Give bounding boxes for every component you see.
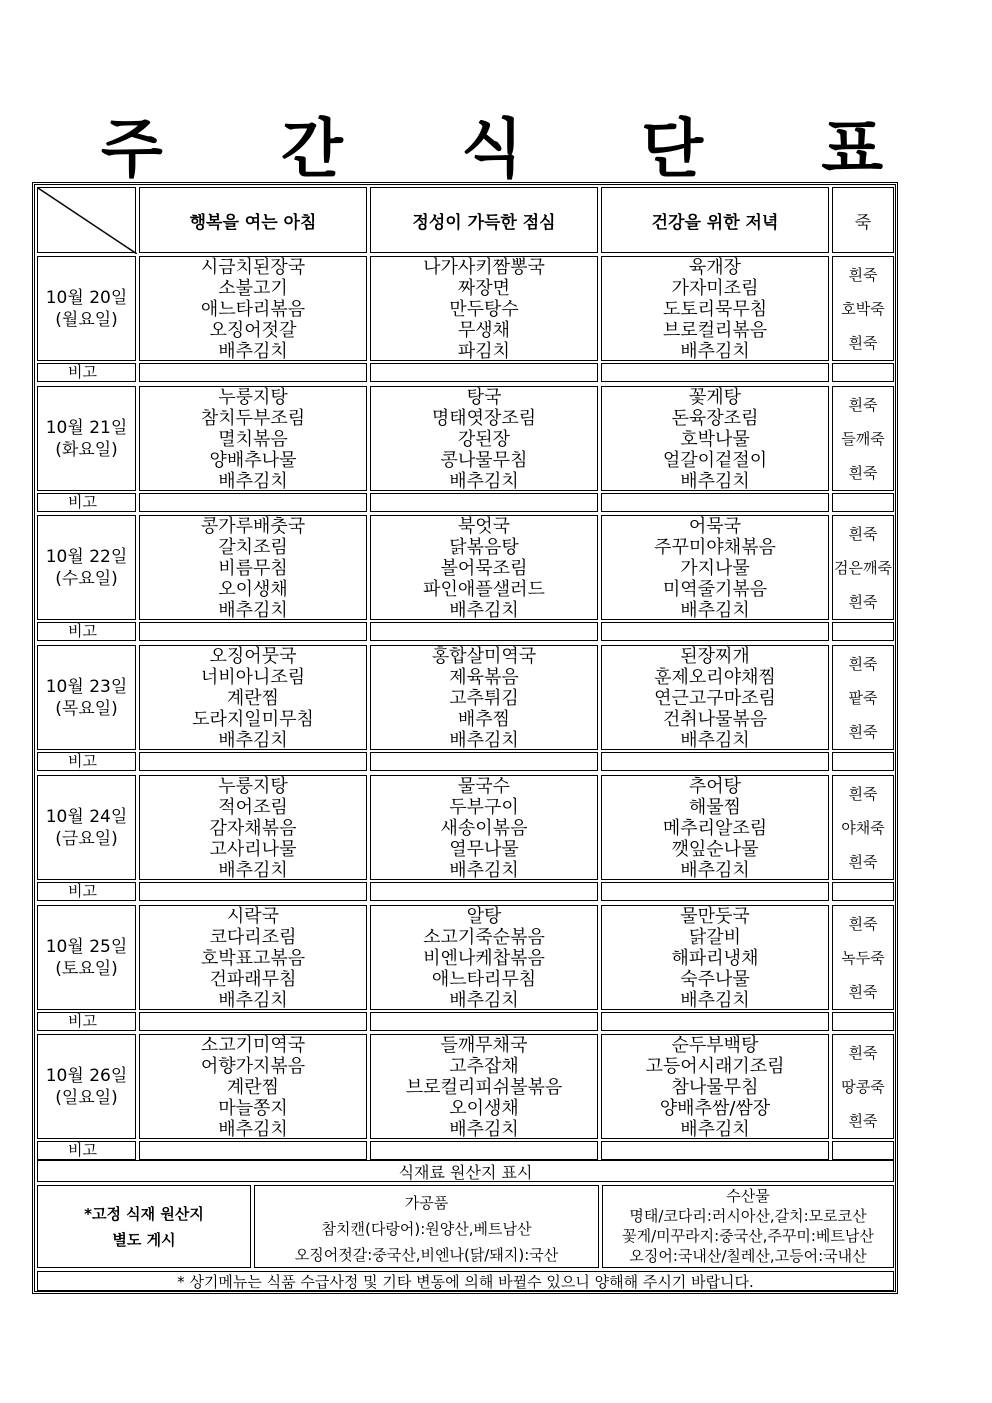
note-cell: [370, 363, 598, 382]
menu-item: 참나물무침: [671, 1077, 759, 1098]
note-label: 비고: [37, 752, 136, 771]
menu-item: 콩나물무침: [440, 450, 528, 471]
day-weekday: (금요일): [55, 828, 118, 849]
page-title: 주 간 식 단 표: [100, 113, 932, 187]
menu-item: 배추김치: [680, 860, 750, 881]
menu-table: [32, 182, 898, 1294]
menu-item: 육개장: [688, 257, 742, 278]
menu-item: 해파리냉채: [671, 948, 759, 969]
porridge-item: 호박죽: [841, 299, 885, 318]
menu-item: 건취나물볶음: [662, 709, 768, 730]
menu-item: 열무나물: [449, 839, 519, 860]
menu-item: 배추김치: [680, 600, 750, 621]
note-cell: [139, 882, 367, 901]
menu-item: 소고기미역국: [200, 1035, 306, 1056]
menu-item: 배추김치: [449, 471, 519, 492]
note-cell: [832, 493, 894, 512]
note-cell: [832, 1141, 894, 1160]
menu-item: 명태엿장조림: [431, 408, 537, 429]
menu-item: 배추김치: [218, 341, 288, 362]
menu-item: 물만둣국: [680, 906, 750, 927]
menu-item: 계란찜: [226, 688, 280, 709]
note-cell: [370, 1012, 598, 1031]
note-cell: [139, 752, 367, 771]
day-lunch-cell: [370, 256, 598, 361]
menu-item: 오징어뭇국: [209, 646, 297, 667]
menu-item: 비엔나케찹볶음: [423, 948, 545, 969]
day-porridge-cell: [832, 905, 894, 1010]
day-weekday: (월요일): [55, 309, 118, 330]
note-cell: [370, 752, 598, 771]
note-label: 비고: [37, 622, 136, 641]
day-date: 10월 25일: [45, 936, 128, 957]
note-cell: [601, 882, 829, 901]
menu-item: 비름무침: [218, 558, 288, 579]
menu-item: 들깨무채국: [440, 1035, 528, 1056]
menu-item: 물국수: [457, 776, 511, 797]
header-diagonal-cell: [37, 187, 136, 253]
menu-item: 호박나물: [680, 429, 750, 450]
menu-item: 시락국: [226, 906, 280, 927]
diagonal-line: [38, 188, 137, 254]
menu-item: 강된장: [457, 429, 511, 450]
porridge-item: 팥죽: [848, 688, 878, 707]
menu-item: 고등어시래기조림: [645, 1056, 785, 1077]
note-cell: [139, 622, 367, 641]
menu-item: 나가사키짬뽕국: [423, 257, 545, 278]
day-date-cell: [37, 386, 136, 491]
menu-item: 감자채볶음: [209, 818, 297, 839]
menu-item: 고사리나물: [209, 839, 297, 860]
menu-item: 배추김치: [449, 730, 519, 751]
menu-item: 된장찌개: [680, 646, 750, 667]
menu-item: 양배추쌈/쌈장: [659, 1098, 771, 1119]
day-porridge-cell: [832, 1034, 894, 1139]
menu-item: 애느타리무침: [431, 969, 537, 990]
day-date-cell: [37, 515, 136, 620]
note-cell: [601, 622, 829, 641]
note-label: 비고: [37, 1141, 136, 1160]
porridge-item: 녹두죽: [841, 948, 885, 967]
day-date-cell: [37, 645, 136, 750]
menu-item: 너비아니조림: [200, 667, 306, 688]
menu-item: 오이생채: [218, 579, 288, 600]
day-date: 10월 21일: [45, 417, 128, 438]
footer-notice: * 상기메뉴는 식품 수급사정 및 기타 변동에 의해 바뀔수 있으니 양해해 주시기 바랍니다.: [37, 1271, 894, 1291]
menu-item: 오징어젓갈: [209, 320, 297, 341]
menu-item: 추어탕: [688, 776, 742, 797]
menu-item: 배추김치: [680, 990, 750, 1011]
day-dinner-cell: [601, 256, 829, 361]
day-date-cell: [37, 256, 136, 361]
day-date: 10월 20일: [45, 287, 128, 308]
menu-item: 북엇국: [457, 516, 511, 537]
header-dinner: 건강을 위한 저녁: [601, 187, 829, 253]
header-breakfast: 행복을 여는 아침: [139, 187, 367, 253]
menu-item: 시금치된장국: [200, 257, 306, 278]
menu-item: 마늘쫑지: [218, 1098, 288, 1119]
origin-processed-line-2: 오징어젓갈:중국산,비엔나(닭/돼지):국산: [294, 1246, 559, 1264]
note-label: 비고: [37, 493, 136, 512]
menu-item: 배추김치: [218, 600, 288, 621]
menu-item: 해물찜: [688, 797, 742, 818]
menu-item: 배추김치: [449, 600, 519, 621]
menu-item: 닭볶음탕: [449, 537, 519, 558]
menu-item: 만두탕수: [449, 299, 519, 320]
menu-item: 꽃게탕: [688, 387, 742, 408]
day-weekday: (화요일): [55, 439, 118, 460]
porridge-item: 흰죽: [848, 334, 878, 353]
day-dinner-cell: [601, 386, 829, 491]
menu-item: 파김치: [457, 341, 511, 362]
porridge-item: 흰죽: [848, 395, 878, 414]
porridge-item: 흰죽: [848, 464, 878, 483]
note-cell: [601, 363, 829, 382]
menu-item: 알탕: [466, 906, 502, 927]
porridge-item: 흰죽: [848, 593, 878, 612]
origin-fixed-line2: 별도 게시: [112, 1230, 176, 1249]
menu-item: 짜장면: [457, 278, 511, 299]
menu-item: 훈제오리야채찜: [654, 667, 776, 688]
day-dinner-cell: [601, 905, 829, 1010]
menu-item: 누룽지탕: [218, 387, 288, 408]
menu-item: 미역줄기볶음: [662, 579, 768, 600]
day-breakfast-cell: [139, 386, 367, 491]
menu-item: 배추김치: [218, 1119, 288, 1140]
menu-item: 배추김치: [449, 990, 519, 1011]
porridge-item: 흰죽: [848, 524, 878, 543]
note-cell: [832, 1012, 894, 1031]
note-cell: [370, 882, 598, 901]
day-porridge-cell: [832, 645, 894, 750]
day-weekday: (목요일): [55, 698, 118, 719]
note-label: 비고: [37, 1012, 136, 1031]
day-breakfast-cell: [139, 515, 367, 620]
menu-item: 브로컬리볶음: [662, 320, 768, 341]
day-weekday: (수요일): [55, 568, 118, 589]
menu-item: 배추김치: [680, 471, 750, 492]
day-porridge-cell: [832, 515, 894, 620]
day-dinner-cell: [601, 515, 829, 620]
menu-item: 애느타리볶음: [200, 299, 306, 320]
menu-item: 배추김치: [680, 1119, 750, 1140]
menu-item: 갈치조림: [218, 537, 288, 558]
note-cell: [832, 622, 894, 641]
menu-item: 배추김치: [449, 860, 519, 881]
day-lunch-cell: [370, 775, 598, 880]
day-lunch-cell: [370, 515, 598, 620]
menu-item: 참치두부조림: [200, 408, 306, 429]
header-lunch: 정성이 가득한 점심: [370, 187, 598, 253]
menu-item: 누룽지탕: [218, 776, 288, 797]
menu-item: 제육볶음: [449, 667, 519, 688]
porridge-item: 흰죽: [848, 914, 878, 933]
menu-item: 계란찜: [226, 1077, 280, 1098]
note-cell: [832, 882, 894, 901]
origin-seafood-line-2: 꽃게/미꾸라지:중국산,주꾸미:베트남산: [622, 1227, 874, 1245]
day-dinner-cell: [601, 1034, 829, 1139]
menu-item: 적어조림: [218, 797, 288, 818]
porridge-item: 흰죽: [848, 265, 878, 284]
origin-processed-cell: [254, 1185, 599, 1268]
day-lunch-cell: [370, 386, 598, 491]
day-date-cell: [37, 905, 136, 1010]
porridge-item: 흰죽: [848, 853, 878, 872]
day-dinner-cell: [601, 645, 829, 750]
day-lunch-cell: [370, 905, 598, 1010]
menu-item: 배추김치: [218, 730, 288, 751]
menu-item: 돈육장조림: [671, 408, 759, 429]
origin-processed-title: 가공품: [404, 1194, 449, 1212]
menu-item: 콩가루배춧국: [200, 516, 306, 537]
day-porridge-cell: [832, 386, 894, 491]
note-cell: [601, 1141, 829, 1160]
day-breakfast-cell: [139, 775, 367, 880]
menu-item: 고추튀김: [449, 688, 519, 709]
menu-item: 연근고구마조림: [654, 688, 776, 709]
porridge-item: 흰죽: [848, 784, 878, 803]
menu-item: 배추김치: [218, 990, 288, 1011]
note-label: 비고: [37, 363, 136, 382]
porridge-item: 흰죽: [848, 654, 878, 673]
day-porridge-cell: [832, 775, 894, 880]
day-date: 10월 24일: [45, 806, 128, 827]
menu-item: 배추김치: [218, 471, 288, 492]
porridge-item: 들깨죽: [841, 429, 885, 448]
menu-item: 배추찜: [457, 709, 511, 730]
menu-item: 소불고기: [218, 278, 288, 299]
day-breakfast-cell: [139, 256, 367, 361]
menu-item: 가자미조림: [671, 278, 759, 299]
menu-item: 볼어묵조림: [440, 558, 528, 579]
day-breakfast-cell: [139, 1034, 367, 1139]
menu-item: 가지나물: [680, 558, 750, 579]
note-cell: [601, 493, 829, 512]
menu-item: 파인애플샐러드: [423, 579, 545, 600]
menu-item: 호박표고볶음: [200, 948, 306, 969]
menu-item: 소고기죽순볶음: [423, 927, 545, 948]
day-date: 10월 22일: [45, 546, 128, 567]
porridge-item: 흰죽: [848, 1043, 878, 1062]
origin-processed-line-1: 참치캔(다랑어):원양산,베트남산: [321, 1220, 532, 1238]
header-porridge: 죽: [832, 187, 894, 253]
porridge-item: 흰죽: [848, 983, 878, 1002]
menu-item: 고추잡채: [449, 1056, 519, 1077]
porridge-item: 검은깨죽: [834, 558, 892, 577]
menu-item: 새송이볶음: [440, 818, 528, 839]
menu-item: 오이생채: [449, 1098, 519, 1119]
note-cell: [139, 1141, 367, 1160]
origin-seafood-line-3: 오징어:국내산/칠레산,고등어:국내산: [629, 1247, 867, 1265]
origin-title: 식재료 원산지 표시: [37, 1160, 894, 1182]
note-cell: [139, 493, 367, 512]
menu-item: 홍합살미역국: [431, 646, 537, 667]
day-date-cell: [37, 775, 136, 880]
origin-seafood-line-1: 명태/코다리:러시아산,갈치:모로코산: [629, 1207, 867, 1225]
menu-item: 주꾸미야채볶음: [654, 537, 776, 558]
day-date: 10월 23일: [45, 676, 128, 697]
day-breakfast-cell: [139, 905, 367, 1010]
menu-item: 메추리알조림: [662, 818, 768, 839]
menu-item: 배추김치: [680, 341, 750, 362]
day-weekday: (일요일): [55, 1087, 118, 1108]
note-label: 비고: [37, 882, 136, 901]
origin-seafood-cell: [602, 1185, 894, 1268]
day-weekday: (토요일): [55, 958, 118, 979]
menu-item: 도라지일미무침: [192, 709, 314, 730]
menu-item: 건파래무침: [209, 969, 297, 990]
origin-seafood-title: 수산물: [726, 1187, 770, 1205]
menu-item: 코다리조림: [209, 927, 297, 948]
menu-item: 숙주나물: [680, 969, 750, 990]
note-cell: [601, 1012, 829, 1031]
menu-item: 두부구이: [449, 797, 519, 818]
note-cell: [139, 1012, 367, 1031]
porridge-item: 흰죽: [848, 723, 878, 742]
menu-item: 배추김치: [218, 860, 288, 881]
menu-item: 무생채: [457, 320, 511, 341]
note-cell: [832, 363, 894, 382]
day-lunch-cell: [370, 1034, 598, 1139]
note-cell: [139, 363, 367, 382]
note-cell: [370, 493, 598, 512]
porridge-item: 땅콩죽: [841, 1077, 885, 1096]
porridge-item: 흰죽: [848, 1112, 878, 1131]
menu-item: 브로컬리피쉬볼볶음: [405, 1077, 563, 1098]
origin-fixed-cell: [37, 1185, 251, 1268]
note-cell: [370, 622, 598, 641]
menu-item: 어향가지볶음: [200, 1056, 306, 1077]
note-cell: [601, 752, 829, 771]
day-date: 10월 26일: [45, 1065, 128, 1086]
menu-item: 어묵국: [688, 516, 742, 537]
menu-item: 닭갈비: [688, 927, 742, 948]
origin-fixed-line1: *고정 식재 원산지: [84, 1204, 204, 1223]
menu-item: 배추김치: [680, 730, 750, 751]
day-breakfast-cell: [139, 645, 367, 750]
note-cell: [370, 1141, 598, 1160]
menu-item: 양배추나물: [209, 450, 297, 471]
menu-item: 얼갈이겉절이: [662, 450, 768, 471]
menu-item: 순두부백탕: [671, 1035, 759, 1056]
menu-item: 깻잎순나물: [671, 839, 759, 860]
menu-item: 도토리묵무침: [662, 299, 768, 320]
day-dinner-cell: [601, 775, 829, 880]
day-lunch-cell: [370, 645, 598, 750]
menu-item: 탕국: [466, 387, 502, 408]
day-date-cell: [37, 1034, 136, 1139]
day-porridge-cell: [832, 256, 894, 361]
note-cell: [832, 752, 894, 771]
menu-item: 멸치볶음: [218, 429, 288, 450]
menu-item: 배추김치: [449, 1119, 519, 1140]
porridge-item: 야채죽: [841, 818, 885, 837]
